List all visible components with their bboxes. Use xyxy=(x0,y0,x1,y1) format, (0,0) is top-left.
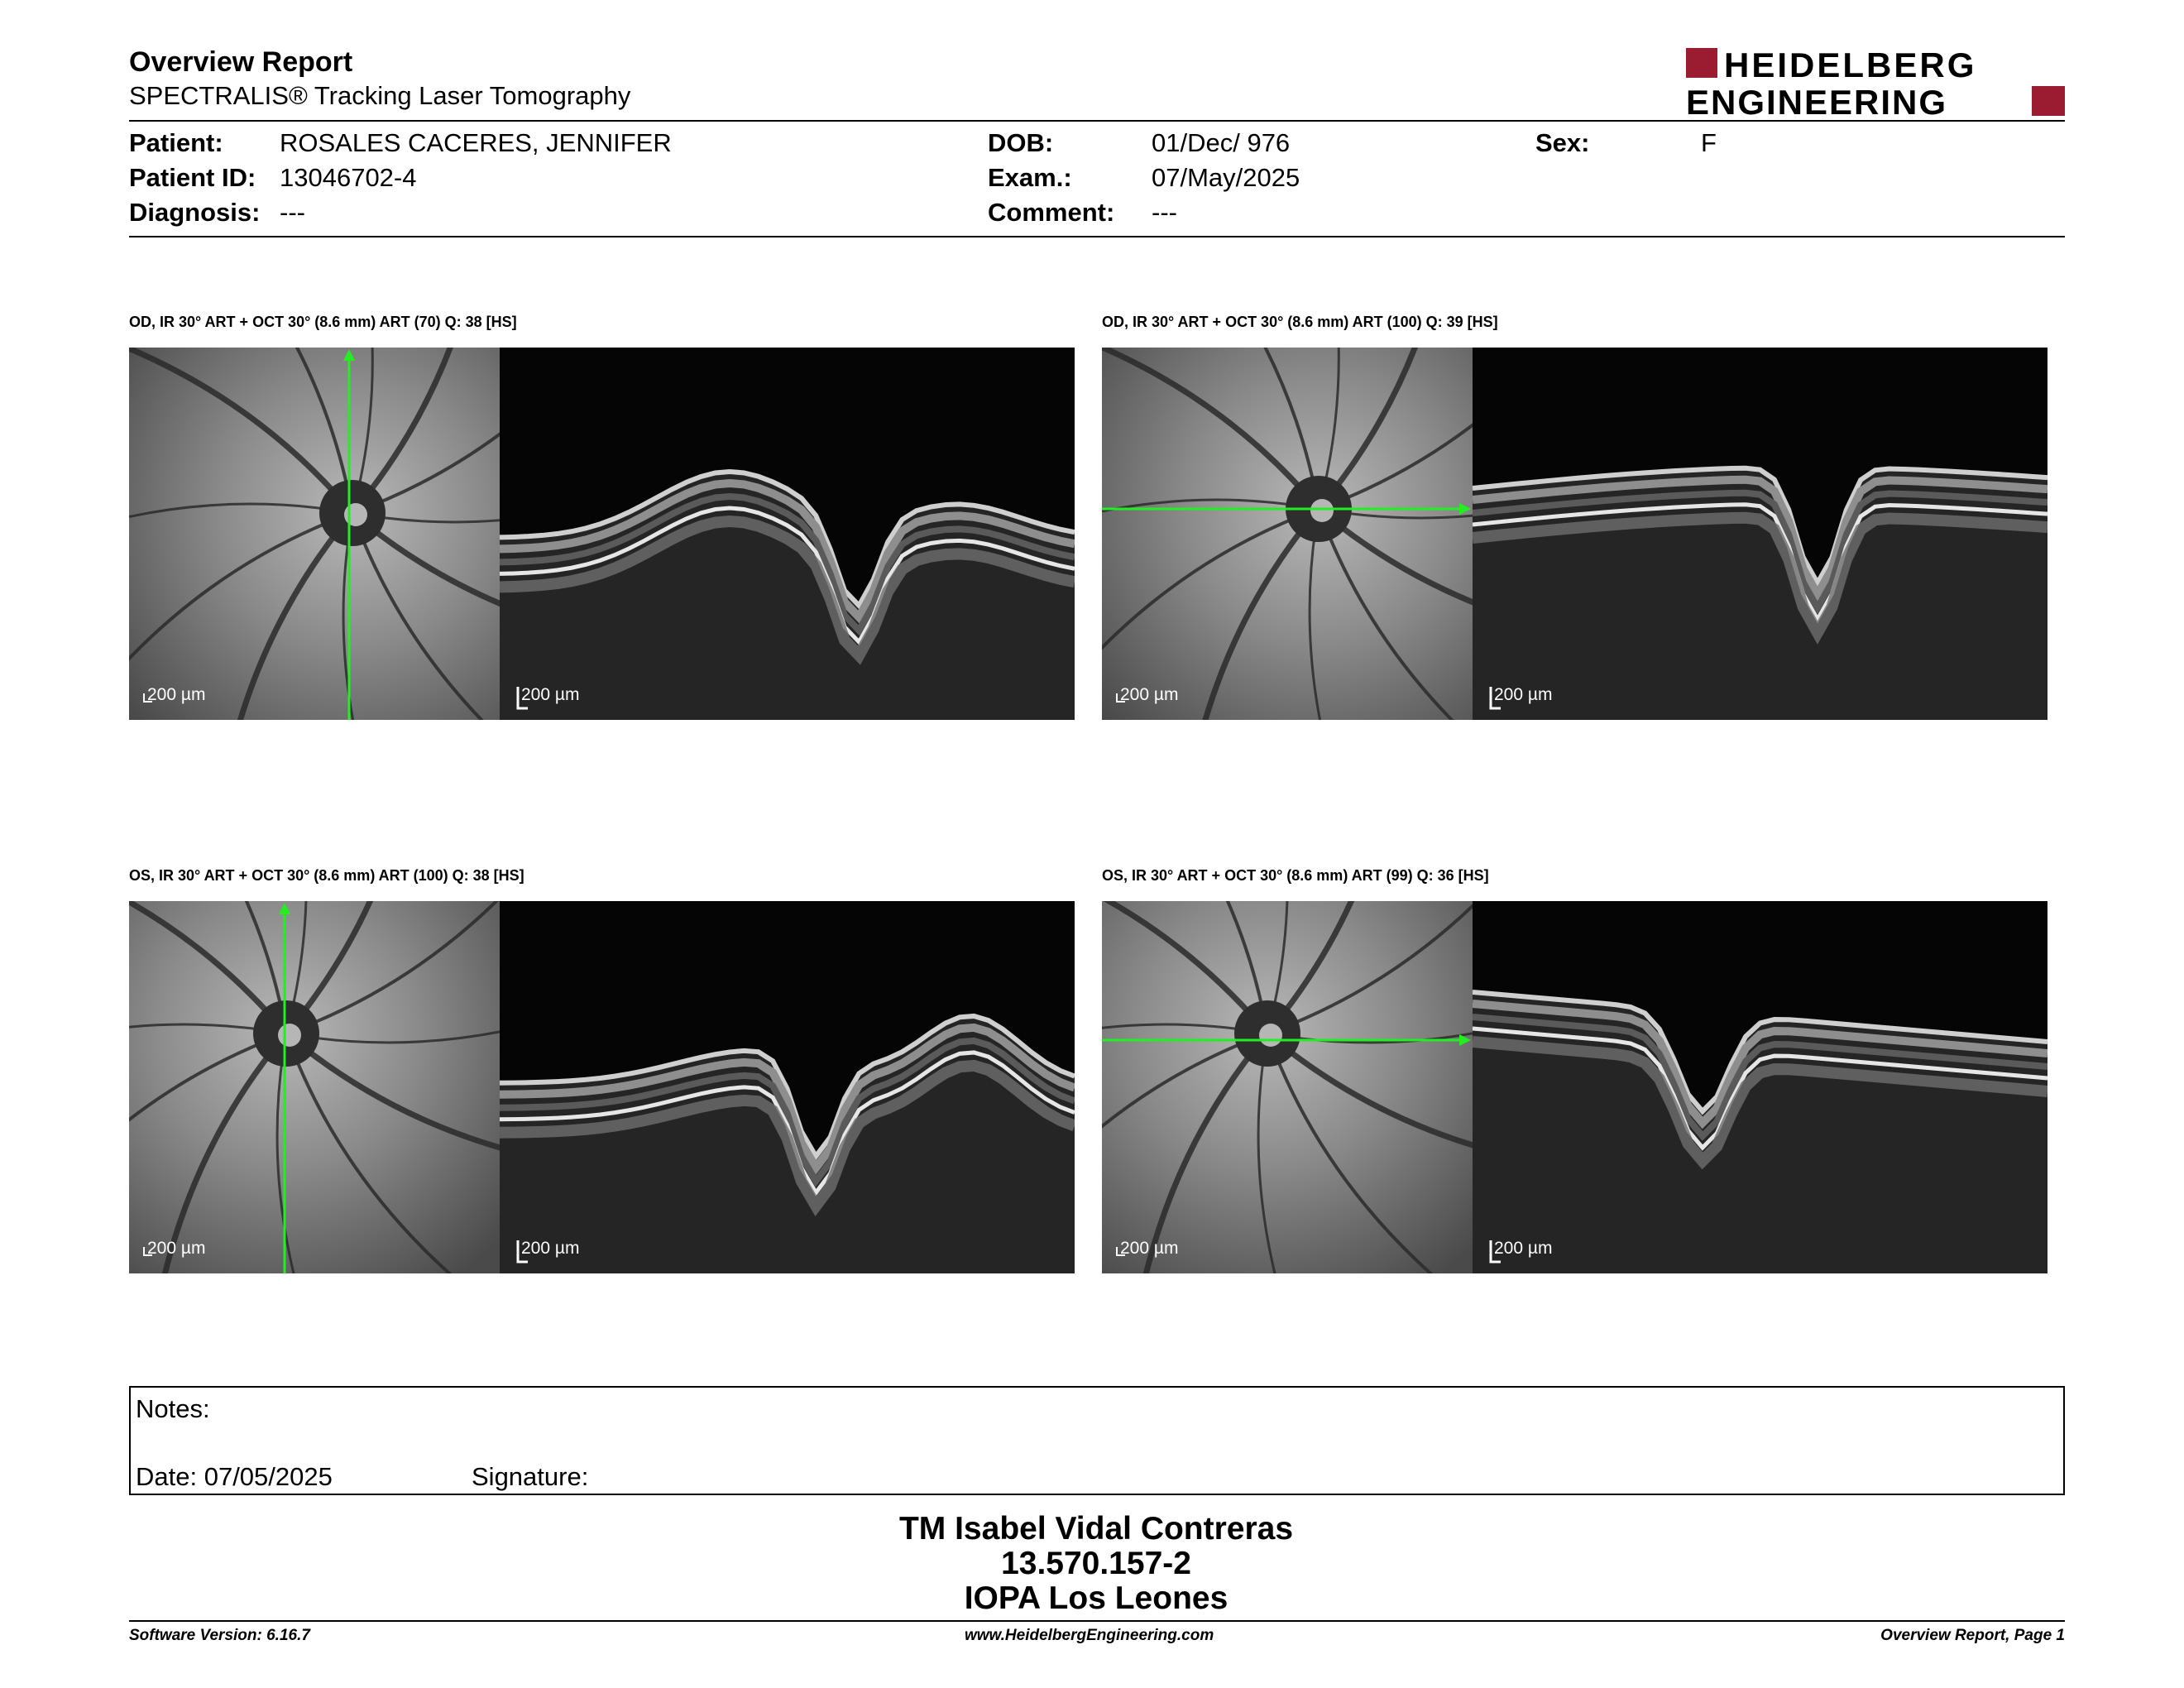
notes-signature-label: Signature: xyxy=(472,1462,589,1491)
page-number: Overview Report, Page 1 xyxy=(1880,1627,2065,1644)
fundus-image[interactable] xyxy=(1102,348,1473,720)
fundus-scale-label: 200 µm xyxy=(147,1239,206,1258)
patient-id-value: 13046702-4 xyxy=(280,163,417,192)
dob-label: DOB: xyxy=(988,128,1054,157)
signer-institution: IOPA Los Leones xyxy=(964,1580,1228,1616)
diagnosis-label: Diagnosis: xyxy=(129,198,261,227)
notes-date: Date: 07/05/2025 xyxy=(136,1462,333,1491)
diagnosis-value: --- xyxy=(280,198,305,227)
oct-scale-label: 200 µm xyxy=(1494,685,1553,704)
scan-panel-title: OD, IR 30° ART + OCT 30° (8.6 mm) ART (100) Q: 39 [HS] xyxy=(1102,314,1498,330)
scan-panel-title: OD, IR 30° ART + OCT 30° (8.6 mm) ART (70) Q: 38 [HS] xyxy=(129,314,517,330)
website-link[interactable]: www.HeidelbergEngineering.com xyxy=(965,1627,1214,1644)
oct-bscan-image[interactable] xyxy=(500,901,1075,1273)
fundus-image[interactable] xyxy=(1102,901,1473,1273)
patient-divider xyxy=(129,236,2065,237)
scan-panel-title: OS, IR 30° ART + OCT 30° (8.6 mm) ART (100) Q: 38 [HS] xyxy=(129,867,524,884)
signer-name: TM Isabel Vidal Contreras xyxy=(898,1511,1294,1547)
sex-value: F xyxy=(1701,128,1717,157)
sex-label: Sex: xyxy=(1535,128,1590,157)
svg-text:HEIDELBERG: HEIDELBERG xyxy=(1724,46,1977,84)
oct-bscan-image[interactable] xyxy=(1473,348,2048,720)
oct-scale-label: 200 µm xyxy=(1494,1239,1553,1258)
fundus-image[interactable] xyxy=(129,348,500,720)
exam-value: 07/May/2025 xyxy=(1152,163,1300,192)
footer-divider xyxy=(129,1620,2065,1622)
dob-value: 01/Dec/ 976 xyxy=(1152,128,1291,157)
exam-label: Exam.: xyxy=(988,163,1072,192)
oct-scale-label: 200 µm xyxy=(521,685,580,704)
patient-label: Patient: xyxy=(129,128,223,157)
header-divider xyxy=(129,120,2065,122)
comment-value: --- xyxy=(1152,198,1177,227)
patient-name: ROSALES CACERES, JENNIFER xyxy=(280,128,672,157)
oct-bscan-image[interactable] xyxy=(1473,901,2048,1273)
scan-panel-title: OS, IR 30° ART + OCT 30° (8.6 mm) ART (99) Q: 36 [HS] xyxy=(1102,867,1489,884)
signer-id: 13.570.157-2 xyxy=(1001,1546,1191,1581)
fundus-scale-label: 200 µm xyxy=(147,685,206,704)
report-title: Overview Report xyxy=(129,46,353,78)
notes-label: Notes: xyxy=(136,1394,210,1423)
oct-bscan-image[interactable] xyxy=(500,348,1075,720)
oct-scale-label: 200 µm xyxy=(521,1239,580,1258)
fundus-scale-label: 200 µm xyxy=(1120,685,1179,704)
fundus-scale-label: 200 µm xyxy=(1120,1239,1179,1258)
software-version: Software Version: 6.16.7 xyxy=(129,1627,310,1644)
notes-box xyxy=(129,1386,2065,1495)
comment-label: Comment: xyxy=(988,198,1115,227)
patient-id-label: Patient ID: xyxy=(129,163,256,192)
heidelberg-logo xyxy=(1686,46,2065,117)
report-subtitle: SPECTRALIS® Tracking Laser Tomography xyxy=(129,81,631,110)
fundus-image[interactable] xyxy=(129,901,500,1273)
svg-text:ENGINEERING: ENGINEERING xyxy=(1686,83,1948,117)
